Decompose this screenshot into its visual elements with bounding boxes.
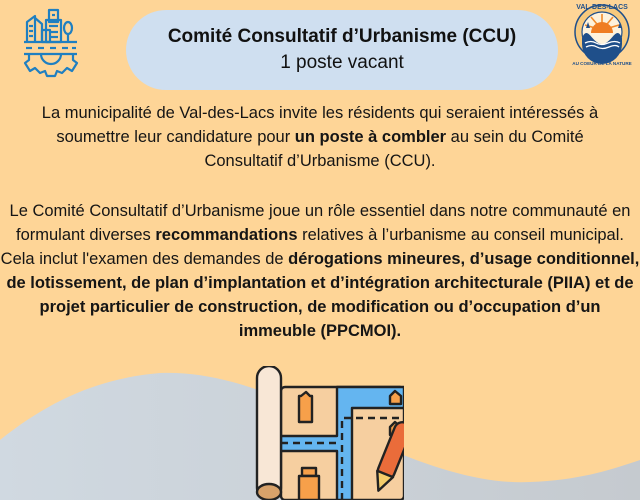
role-text-middle: relatives à l’urbanisme au conseil municipal. Cela inclut l'examen des demandes de [0, 226, 624, 268]
intro-text: La municipalité de Val-des-Lacs invite les résidents qui seraient intéressés à soumettre leur candidature pour [41, 104, 599, 146]
urban-plan-map-pencil-icon [254, 366, 404, 500]
val-des-lacs-logo [564, 0, 640, 68]
role-highlight-requests: dérogations mineures, d’usage conditionnel, de lotissement, de plan d’implantation et d’intégration architecturale (PIIA) et de projet particulier de construction, de modification ou d’occupation d’un immeuble (PPCMOI). [6, 250, 640, 340]
intro-highlight: un poste à combler [294, 128, 447, 146]
announcement-body [0, 101, 640, 343]
intro-text-end: au sein du Comité Consultatif d’Urbanisme (CCU). [204, 128, 584, 170]
role-highlight-recommendations: recommandations [155, 226, 298, 244]
intro-paragraph [20, 101, 620, 173]
city-gear-icon [22, 6, 80, 78]
vacancy-count: 1 poste vacant [280, 52, 404, 73]
title-banner [126, 10, 558, 90]
logo-bottom-text: AU COEUR DE LA NATURE [572, 61, 632, 66]
logo-top-text: VAL-DES-LACS [576, 4, 628, 11]
role-text: Le Comité Consultatif d’Urbanisme joue un rôle essentiel dans notre communauté en formulant diverses [9, 202, 631, 244]
role-paragraph [0, 199, 640, 343]
page-title: Comité Consultatif d’Urbanisme (CCU) [167, 26, 517, 47]
